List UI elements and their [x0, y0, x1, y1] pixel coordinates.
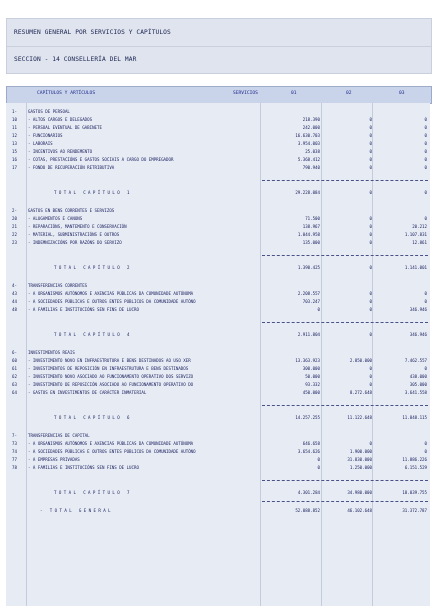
row-value-01: 0 [317, 457, 320, 462]
table-row [6, 298, 430, 306]
row-value-01: 3.954.003 [297, 141, 320, 146]
row-description: TOTAL CAPÍTULO 4 [54, 332, 132, 337]
row-value-01: 138.967 [302, 224, 320, 229]
row-value-03: 18.039.755 [402, 490, 427, 495]
row-description: - A SOCIEDADES PÚBLICAS E OUTROS ENTES PÚBLICOS DA COMUNIDADE AUTÓNO [28, 299, 196, 304]
row-description: TRANSFERENCIAS CORRENTES [28, 283, 88, 288]
row-value-02: 0 [369, 216, 372, 221]
row-value-02: 0 [369, 224, 372, 229]
table-row [6, 124, 430, 132]
row-description: - FUNCIONARIOS [28, 133, 63, 138]
row-description: - TOTAL GENERAL [40, 508, 113, 513]
row-value-02: 34.980.000 [347, 490, 372, 495]
row-code: 62 [12, 374, 17, 379]
row-value-03: 0 [424, 299, 427, 304]
row-value-03: 11.848.115 [402, 415, 427, 420]
row-description: TOTAL CAPÍTULO 1 [54, 190, 132, 195]
row-value-01: 71.500 [305, 216, 320, 221]
row-description: - A FAMILIAS E INSTITUCIÓNS SEN FINS DE LUCRO [28, 307, 139, 312]
row-value-03: 438.000 [409, 374, 427, 379]
row-code: 73 [12, 441, 17, 446]
row-value-03: 0 [424, 190, 427, 195]
row-value-02: 0 [369, 382, 372, 387]
table-row [6, 456, 430, 464]
subtotal-separator [262, 255, 428, 256]
row-value-02: 0 [369, 291, 372, 296]
row-code: 12 [12, 133, 17, 138]
row-value-03: 31.372.787 [402, 508, 427, 513]
row-description: INVESTIMENTOS REAIS [28, 350, 75, 355]
subtotal-separator [262, 501, 428, 502]
row-value-01: 0 [317, 307, 320, 312]
row-code: 48 [12, 307, 17, 312]
row-value-02: 0 [369, 366, 372, 371]
report-header [6, 18, 432, 74]
row-description: - INVESTIMENTOS DE REPOSICIÓN EN INFRAESTRUTURA E BENS DESTINADOS [28, 366, 189, 371]
row-code: 4- [12, 283, 17, 288]
row-value-03: 0 [424, 125, 427, 130]
row-value-03: 0 [424, 291, 427, 296]
row-value-02: 0 [369, 125, 372, 130]
row-value-01: 3.654.626 [297, 449, 320, 454]
row-value-01: 450.000 [302, 390, 320, 395]
row-code: 78 [12, 465, 17, 470]
row-code: 6- [12, 350, 17, 355]
row-value-02: 0 [369, 117, 372, 122]
row-description: - A EMPRESAS PRIVADAS [28, 457, 80, 462]
row-value-03: 346.946 [409, 332, 427, 337]
table-body [6, 103, 430, 606]
total-row [6, 414, 430, 422]
chapter-heading-row [6, 108, 430, 116]
subtotal-separator [262, 405, 428, 406]
row-value-03: 305.000 [409, 382, 427, 387]
row-value-02: 11.122.648 [347, 415, 372, 420]
row-description: - PERSOAL EVENTUAL DE GABINETE [28, 125, 102, 130]
row-code: 64 [12, 390, 17, 395]
row-value-02: 0 [369, 133, 372, 138]
table-row [6, 140, 430, 148]
row-code: 77 [12, 457, 17, 462]
subtotal-separator [262, 480, 428, 481]
row-value-02: 31.830.000 [347, 457, 372, 462]
row-code: 17 [12, 165, 17, 170]
row-code: 21 [12, 224, 17, 229]
row-value-01: 646.658 [302, 441, 320, 446]
row-value-01: 218.390 [302, 117, 320, 122]
row-description: - A ORGANISMOS AUTÓNOMOS E AXENCIAS PÚBLICAS DA COMUNIDADE AUTÓNOMA [28, 291, 194, 296]
table-row [6, 164, 430, 172]
row-value-02: 0 [369, 299, 372, 304]
table-header [6, 86, 432, 104]
table-row [6, 215, 430, 223]
row-description: TOTAL CAPÍTULO 2 [54, 265, 132, 270]
table-row [6, 389, 430, 397]
row-description: - ALTOS CARGOS E DELEGADOS [28, 117, 93, 122]
row-value-01: 50.000 [305, 374, 320, 379]
row-value-02: 0 [369, 374, 372, 379]
row-value-01: 4.301.284 [297, 490, 320, 495]
row-description: GASTOS EN BENS CORRENTES E SERVIZOS [28, 208, 115, 213]
row-value-03: 20.212 [412, 224, 427, 229]
row-value-01: 703.247 [302, 299, 320, 304]
row-value-01: 25.038 [305, 149, 320, 154]
table-row [6, 116, 430, 124]
row-value-03: 0 [424, 117, 427, 122]
row-value-03: 12.861 [412, 240, 427, 245]
section-title: SECCION - 14 CONSELLERÍA DEL MAR [14, 56, 137, 63]
row-description: - LABORAIS [28, 141, 53, 146]
row-value-01: 52.088.852 [295, 508, 320, 513]
header-divider [7, 46, 431, 47]
row-value-02: 1.900.000 [349, 449, 372, 454]
row-value-02: 0 [369, 141, 372, 146]
table-row [6, 239, 430, 247]
row-value-03: 346.946 [409, 307, 427, 312]
row-value-02: 0 [369, 441, 372, 446]
row-value-03: 6.151.529 [404, 465, 427, 470]
row-code: 2- [12, 208, 17, 213]
row-value-01: 300.000 [302, 366, 320, 371]
row-description: - INVESTIMENTO NOVO EN INFRAESTRUTURA E BENS DESTINADOS AO USO XER [28, 358, 191, 363]
col-services-header: SERVICIOS [233, 91, 258, 96]
row-value-01: 93.332 [305, 382, 320, 387]
row-description: - INVESTIMENTO NOVO ASOCIADO AO FUNCIONAMENTO OPERATIVO DOS SERVIZO [28, 374, 194, 379]
row-description: TOTAL CAPÍTULO 6 [54, 415, 132, 420]
row-value-02: 8.272.648 [349, 390, 372, 395]
row-value-02: 0 [369, 190, 372, 195]
row-description: - INDEMNIZACIÓNS POR RAZÓNS DO SERVIZO [28, 240, 122, 245]
table-row [6, 440, 430, 448]
report-title: RESUMEN GENERAL POR SERVICIOS Y CAPÍTULOS [14, 29, 171, 36]
table-row [6, 223, 430, 231]
table-row [6, 290, 430, 298]
chapter-heading-row [6, 432, 430, 440]
row-value-01: 16.630.703 [295, 133, 320, 138]
row-value-01: 14.257.255 [295, 415, 320, 420]
row-code: 11 [12, 125, 17, 130]
row-value-01: 5.368.412 [297, 157, 320, 162]
table-row [6, 132, 430, 140]
row-description: - INCENTIVOS AO RENDEMENTO [28, 149, 93, 154]
row-description: - ALUGAMENTOS E CANONS [28, 216, 83, 221]
row-value-02: 0 [369, 307, 372, 312]
row-description: - A FAMILIAS E INSTITUCIÓNS SEN FINS DE LUCRO [28, 465, 139, 470]
row-description: - FONDO DE RECUPERACIÓN RETRIBUTIVA [28, 165, 115, 170]
table-row [6, 148, 430, 156]
row-code: 16 [12, 157, 17, 162]
total-row [6, 489, 430, 497]
row-code: 13 [12, 141, 17, 146]
total-row [6, 189, 430, 197]
row-code: 22 [12, 232, 17, 237]
row-value-03: 7.462.557 [404, 358, 427, 363]
col-01-header: 01 [291, 91, 297, 96]
row-value-02: 0 [369, 165, 372, 170]
row-code: 44 [12, 299, 17, 304]
row-value-02: 0 [369, 157, 372, 162]
col-02-header: 02 [346, 91, 352, 96]
row-code: 1- [12, 109, 17, 114]
row-value-01: 2.911.804 [297, 332, 320, 337]
row-value-03: 3.641.558 [404, 390, 427, 395]
row-code: 74 [12, 449, 17, 454]
table-row [6, 231, 430, 239]
row-value-03: 0 [424, 157, 427, 162]
row-code: 60 [12, 358, 17, 363]
row-value-02: 46.102.648 [347, 508, 372, 513]
chapter-heading-row [6, 349, 430, 357]
chapter-heading-row [6, 207, 430, 215]
total-row [6, 264, 430, 272]
table-row [6, 373, 430, 381]
row-value-02: 0 [369, 232, 372, 237]
row-value-01: 13.363.923 [295, 358, 320, 363]
row-value-02: 1.250.000 [349, 465, 372, 470]
row-code: 7- [12, 433, 17, 438]
row-value-03: 11.886.226 [402, 457, 427, 462]
table-row [6, 365, 430, 373]
row-value-03: 0 [424, 141, 427, 146]
row-value-02: 0 [369, 265, 372, 270]
row-code: 61 [12, 366, 17, 371]
row-code: 15 [12, 149, 17, 154]
row-description: GASTOS DE PERSOAL [28, 109, 70, 114]
row-value-03: 1.107.831 [404, 232, 427, 237]
row-value-03: 0 [424, 149, 427, 154]
table-row [6, 306, 430, 314]
row-value-02: 0 [369, 240, 372, 245]
row-description: TOTAL CAPÍTULO 7 [54, 490, 132, 495]
row-value-01: 135.000 [302, 240, 320, 245]
subtotal-separator [262, 322, 428, 323]
row-value-01: 790.940 [302, 165, 320, 170]
row-value-03: 0 [424, 441, 427, 446]
table-row [6, 357, 430, 365]
row-value-01: 1.044.958 [297, 232, 320, 237]
row-value-03: 0 [424, 165, 427, 170]
row-value-03: 1.141.001 [404, 265, 427, 270]
row-description: - A ORGANISMOS AUTÓNOMOS E AXENCIAS PÚBLICAS DA COMUNIDADE AUTÓNOMA [28, 441, 194, 446]
subtotal-separator [262, 180, 428, 181]
row-code: 63 [12, 382, 17, 387]
row-value-01: 242.000 [302, 125, 320, 130]
row-value-01: 2.208.557 [297, 291, 320, 296]
row-value-01: 29.228.084 [295, 190, 320, 195]
row-value-03: 0 [424, 133, 427, 138]
chapter-heading-row [6, 282, 430, 290]
table-row [6, 448, 430, 456]
row-value-01: 1.390.425 [297, 265, 320, 270]
row-description: - REPARACIÓNS, MANTEMENTO E CONSERVACIÓN [28, 224, 127, 229]
row-value-03: 0 [424, 216, 427, 221]
row-value-02: 2.850.000 [349, 358, 372, 363]
row-value-03: 0 [424, 366, 427, 371]
row-description: TRANSFERENCIAS DE CAPITAL [28, 433, 90, 438]
row-code: 43 [12, 291, 17, 296]
col-03-header: 03 [399, 91, 405, 96]
col-chapters-header: CAPÍTULOS Y ARTÍCULOS [37, 91, 96, 96]
table-row [6, 464, 430, 472]
row-code: 20 [12, 216, 17, 221]
row-code: 23 [12, 240, 17, 245]
row-description: - COTAS, PRESTACIÓNS E GASTOS SOCIAIS A CARGO DO EMPREGADOR [28, 157, 174, 162]
row-description: - INVESTIMENTO DE REPOSICIÓN ASOCIADO AO FUNCIONAMENTO OPERATIVO DO [28, 382, 194, 387]
row-description: - MATERIAL, SUBMINISTRACIÓNS E OUTROS [28, 232, 120, 237]
row-description: - A SOCIEDADES PÚBLICAS E OUTROS ENTES PÚBLICOS DA COMUNIDADE AUTÓNO [28, 449, 196, 454]
table-row [6, 156, 430, 164]
row-code: 10 [12, 117, 17, 122]
row-value-02: 0 [369, 332, 372, 337]
row-description: - GASTOS EN INVESTIMENTOS DE CARÁCTER INMATERIAL [28, 390, 147, 395]
total-row [6, 331, 430, 339]
total-row [6, 507, 430, 515]
row-value-02: 0 [369, 149, 372, 154]
table-row [6, 381, 430, 389]
row-value-03: 0 [424, 449, 427, 454]
row-value-01: 0 [317, 465, 320, 470]
